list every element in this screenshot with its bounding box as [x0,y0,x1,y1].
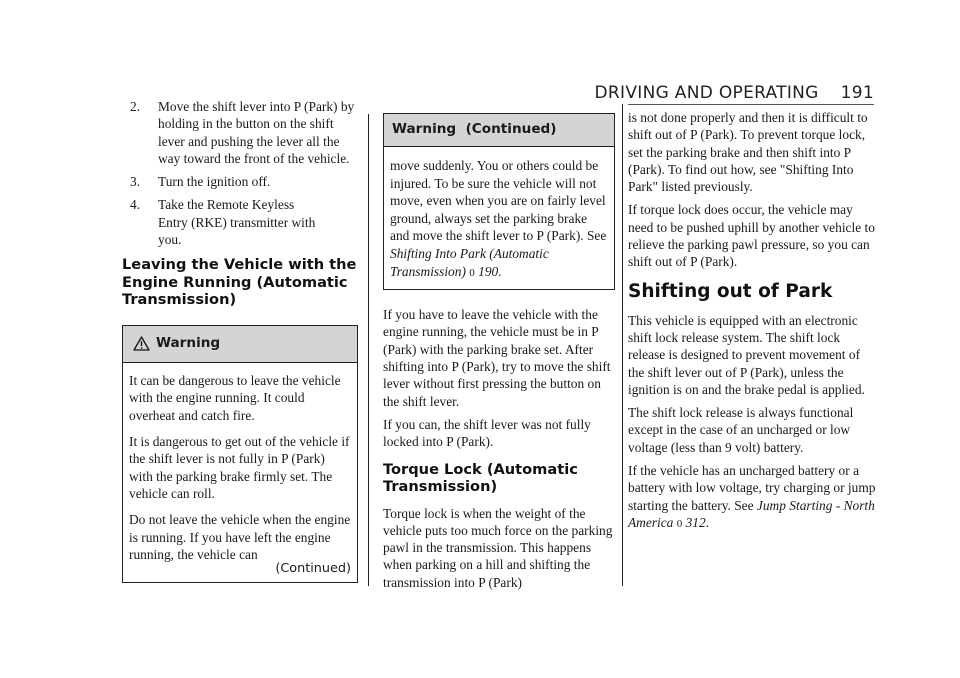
warning-header [123,326,357,363]
step-item [122,173,358,190]
warning-paragraph: Do not leave the vehicle when the engine is running. If you have left the engine running, the vehicle can [129,512,351,563]
running-header [595,83,874,103]
step-number: 3. [130,174,141,190]
warning-text: move suddenly. You or others could be injured. To be sure the vehicle will not move, even when you are on fairly level ground, always set the parking brake and move the shift lever to P (Park). See [390,158,607,244]
column-divider-right [622,104,623,586]
step-list [122,98,358,248]
step-text: Turn the ignition off. [158,174,271,190]
page-number: 191 [840,83,874,103]
body-paragraph [628,462,876,533]
warning-title: Warning [156,335,221,352]
reference-page-number[interactable]: 190 [478,263,499,279]
section-title: DRIVING AND OPERATING [594,83,819,103]
cross-reference-link[interactable]: Jump Starting - North America [628,497,875,530]
warning-body [123,363,357,583]
column-1 [122,99,358,583]
body-paragraph: If you have to leave the vehicle with the engine running, the vehicle must be in P (Park) with the parking brake set. After shifting into P (Park), try to move the shift lever without first pressing the button on the shift lever. [383,307,611,409]
page-arrow-icon: 0 [676,517,683,530]
warning-title: Warning (Continued) [392,121,557,138]
column-divider-left [368,114,369,586]
section-heading-leaving-vehicle: Leaving the Vehicle with the Engine Running (Automatic Transmission) [122,256,357,309]
warning-header [384,114,614,147]
warning-paragraph [390,157,608,282]
step-number: 2. [130,99,141,114]
body-paragraph: If you can, the shift lever was not fully locked into P (Park). [383,416,591,450]
section-heading-torque-lock: Torque Lock (Automatic Transmission) [383,460,578,496]
body-paragraph: is not done properly and then it is difficult to shift out of P (Park). To prevent torque lock, set the parking brake and then shift into P (Park). To find out how, see "Shifting Into Park" listed previously. [628,110,868,195]
warning-box-continued [383,113,615,290]
column-2 [383,113,615,597]
section-heading-shifting-out-of-park: Shifting out of Park [628,280,833,302]
step-text: Take the Remote Keyless Entry (RKE) transmitter with you. [158,197,316,248]
sentence-end: . [705,514,710,530]
paragraph-text: If the vehicle has an uncharged battery or a battery with low voltage, try charging or jump starting the battery. See [628,463,876,513]
warning-box [122,325,358,584]
warning-triangle-icon [133,336,150,351]
warning-paragraph: It is dangerous to get out of the vehicle if the shift lever is not fully in P (Park) with the parking brake firmly set. The vehicle can roll. [129,433,350,502]
continued-label: (Continued) [275,560,351,576]
warning-body [384,147,614,289]
reference-page-number[interactable]: 312 [685,514,706,530]
header-rule [628,104,874,105]
page-arrow-icon: 0 [469,266,475,279]
step-item [122,196,358,248]
body-paragraph: If torque lock does occur, the vehicle may need to be pushed uphill by another vehicle to relieve the parking pawl pressure, so you can shift out of P (Park). [628,202,875,270]
body-paragraph: Torque lock is when the weight of the vehicle puts too much force on the parking pawl in the transmission. This happens when parking on a hill and shifting the transmission into P (Park) [383,505,613,590]
step-text: Move the shift lever into P (Park) by holding in the button on the shift lever and pushing the lever all the way toward the front of the vehicle. [158,99,355,166]
warning-paragraph: It can be dangerous to leave the vehicle with the engine running. It could overheat and catch fire. [129,372,341,424]
sentence-end: . [498,263,502,279]
step-item [122,98,358,167]
body-paragraph: The shift lock release is always functional except in the case of an uncharged or low voltage (less than 9 volt) battery. [628,405,854,455]
body-paragraph: This vehicle is equipped with an electronic shift lock release system. The shift lock release is designed to prevent movement of the shift lever out of P (Park), unless the ignition is on and the brake pedal is applied. [628,312,865,397]
column-3 [628,109,876,539]
step-number: 4. [130,197,141,213]
cross-reference-link[interactable]: Shifting Into Park (Automatic Transmission) [390,245,549,279]
